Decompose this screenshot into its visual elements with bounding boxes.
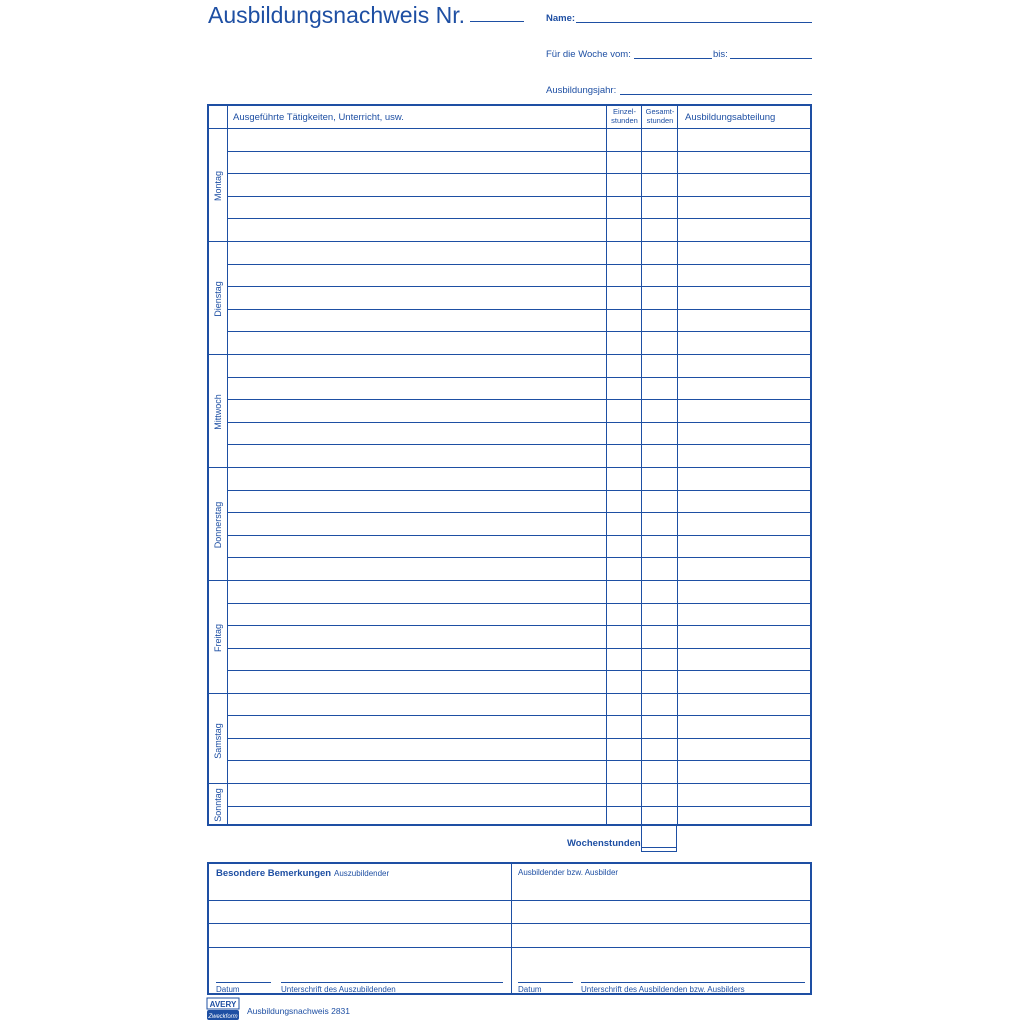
entry-row-line[interactable] [227, 444, 810, 445]
day-label-tuesday: Dienstag [213, 281, 223, 317]
entry-row-line[interactable] [227, 331, 810, 332]
date-label-right: Datum [518, 985, 542, 994]
entry-row-line[interactable] [227, 715, 810, 716]
day-label-sunday: Sonntag [213, 788, 223, 822]
year-line[interactable] [620, 94, 812, 95]
week-from-line[interactable] [634, 58, 712, 59]
entry-row-line[interactable] [227, 806, 810, 807]
date-line-left[interactable] [216, 982, 271, 983]
entry-row-line[interactable] [227, 557, 810, 558]
signature-trainee-label: Unterschrift des Auszubildenden [281, 985, 396, 994]
day-label-wednesday: Mittwoch [213, 394, 223, 430]
svg-text:Zweckform: Zweckform [208, 1014, 238, 1020]
day-divider [209, 783, 810, 784]
day-label-monday: Montag [213, 170, 223, 202]
entry-row-line[interactable] [227, 603, 810, 604]
number-line[interactable] [470, 21, 524, 22]
name-line[interactable] [576, 22, 812, 23]
entry-row-line[interactable] [227, 422, 810, 423]
header-divider [209, 128, 810, 129]
remarks-line[interactable] [209, 923, 810, 924]
day-divider [209, 467, 810, 468]
signature-line-trainer[interactable] [581, 982, 805, 983]
signature-trainer-label: Unterschrift des Ausbildenden bzw. Ausbilders [581, 985, 745, 994]
name-label: Name: [546, 13, 576, 24]
week-from-label: Für die Woche vom: [546, 49, 631, 60]
week-to-label: bis: [713, 49, 728, 60]
entry-row-line[interactable] [227, 309, 810, 310]
entry-row-line[interactable] [227, 218, 810, 219]
day-divider [209, 693, 810, 694]
week-hours-field[interactable] [641, 826, 677, 852]
remarks-trainer-label: Ausbildender bzw. Ausbilder [518, 868, 619, 877]
entry-row-line[interactable] [227, 625, 810, 626]
entry-row-line[interactable] [227, 196, 810, 197]
week-to-line[interactable] [730, 58, 812, 59]
col-total-hours-header: Gesamt- stunden [645, 107, 675, 125]
svg-text:AVERY: AVERY [209, 1000, 237, 1009]
col-single-hours-header: Einzel- stunden [611, 107, 638, 125]
form-title: Ausbildungsnachweis Nr. [208, 2, 465, 28]
entry-row-line[interactable] [227, 399, 810, 400]
remarks-line[interactable] [209, 900, 810, 901]
day-divider [209, 580, 810, 581]
remarks-line[interactable] [209, 947, 810, 948]
date-line-right[interactable] [518, 982, 573, 983]
entry-row-line[interactable] [227, 264, 810, 265]
entry-row-line[interactable] [227, 648, 810, 649]
entry-row-line[interactable] [227, 173, 810, 174]
entry-row-line[interactable] [227, 535, 810, 536]
entry-row-line[interactable] [227, 151, 810, 152]
day-label-saturday: Samstag [213, 723, 223, 759]
remarks-trainee-label: Auszubildender [334, 869, 390, 878]
entry-row-line[interactable] [227, 760, 810, 761]
year-label: Ausbildungsjahr: [546, 85, 617, 96]
day-divider [209, 241, 810, 242]
remarks-title: Besondere Bemerkungen [216, 868, 332, 879]
entry-row-line[interactable] [227, 670, 810, 671]
col-activities-header: Ausgeführte Tätigkeiten, Unterricht, usw. [233, 112, 404, 123]
entry-row-line[interactable] [227, 377, 810, 378]
day-label-thursday: Donnerstag [213, 501, 223, 549]
remarks-divider [511, 864, 512, 993]
entry-row-line[interactable] [227, 286, 810, 287]
entry-row-line[interactable] [227, 512, 810, 513]
weekly-table [207, 104, 812, 826]
avery-zweckform-logo [206, 997, 240, 1021]
form-number: Ausbildungsnachweis 2831 [247, 1006, 351, 1016]
remarks-section [207, 862, 812, 995]
day-label-friday: Freitag [213, 624, 223, 653]
entry-row-line[interactable] [227, 490, 810, 491]
day-divider [209, 354, 810, 355]
signature-line-trainee[interactable] [281, 982, 503, 983]
week-hours-label: Wochenstunden [567, 838, 641, 849]
entry-row-line[interactable] [227, 738, 810, 739]
col-department-header: Ausbildungsabteilung [685, 112, 776, 123]
date-label-left: Datum [216, 985, 240, 994]
